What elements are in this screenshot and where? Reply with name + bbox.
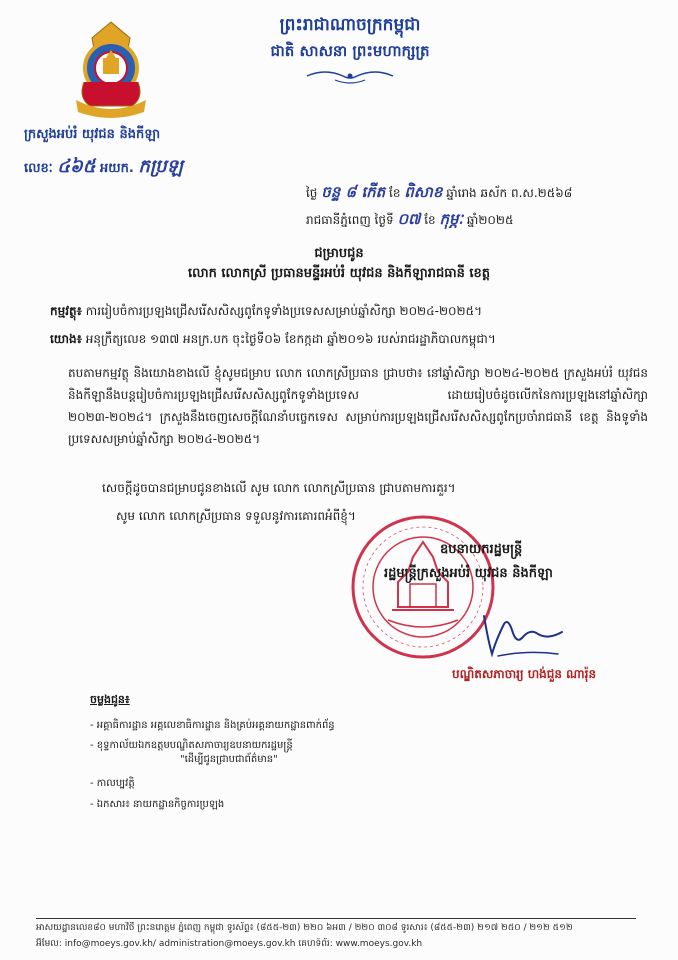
- kingdom-heading: ព្រះរាជាណាចក្រកម្ពុជា: [279, 15, 421, 35]
- lunar-year: ឆ្នាំរោង ឆស័ក ព.ស.២៥៦៨: [446, 186, 573, 200]
- reference-text: អនុក្រឹត្យលេខ ១៣៧ អនក្រ.បក ចុះថ្ងៃទី០៦ ខែកក្កដា ឆ្នាំ២០១៦ របស់រាជរដ្ឋាភិបាលកម្ពុជា។: [85, 332, 496, 346]
- date-place: រាជធានីភ្នំពេញ ថ្ងៃទី: [306, 213, 394, 227]
- ministry-name: ក្រសួងអប់រំ យុវជន និងកីឡា: [24, 127, 161, 142]
- date-month: កុម្ភៈ: [439, 210, 464, 228]
- header-ornament-icon: [305, 66, 395, 86]
- ref-label: លេខៈ: [24, 161, 53, 176]
- handwritten-signature: [478, 610, 568, 662]
- ref-code: កប្រឡ: [138, 156, 183, 177]
- ministry-emblem-logo: [70, 20, 152, 118]
- courtesy-closing: សូម លោក លោកស្រីប្រធាន ទទួលនូវការគោរពអំពីខ្ញុំ។: [116, 509, 356, 523]
- subject-text: ការរៀបចំការប្រឡងជ្រើសរើសសិស្សពូកែទូទាំងប្រទេសសម្រាប់ឆ្នាំសិក្សា ២០២៤-២០២៥។: [85, 304, 483, 318]
- cc-item: - ឯកសារ៖ នាយកដ្ឋានកិច្ចការប្រឡង: [90, 799, 225, 810]
- subject-line: [50, 303, 650, 321]
- body-paragraph: តបតាមកម្មវត្ថុ និងយោងខាងលើ ខ្ញុំសូមជម្រាប លោក លោកស្រីប្រធាន ជ្រាបថា៖ នៅឆ្នាំសិក្សា ២០២៤-២០២៥ ក្រសួងអប់រំ យុវជន និងកីឡានឹងបន្តរៀបចំការប្រឡងជ្រើសរើសសិស្សពូកែទូទាំងប្រទេស ដោយរៀបចំដូចលើកនៃការប្រឡងនៅឆ្នាំសិក្សា ២០២៣-២០២៤។ ក្រសួងនឹងចេញសេចក្តីណែនាំបច្ចេកទេស សម្រាប់ការប្រឡងជ្រើសរើសសិស្សពូកែប្រចាំរាជធានី ខេត្ត និងទូទាំងប្រទេសសម្រាប់ឆ្នាំសិក្សា ២០២៤-២០២៥។: [68, 366, 648, 446]
- date-year: ឆ្នាំ២០២៥: [466, 213, 514, 227]
- lunar-month-label: ខែ: [389, 186, 401, 200]
- reference-label: យោង៖: [50, 332, 82, 346]
- date-day: ០៧: [397, 210, 421, 228]
- lunar-date-handwritten: ចន្ទ ៨ កើត: [321, 183, 386, 201]
- recipient-name: លោក លោកស្រី ប្រធានមន្ទីរអប់រំ យុវជន និងកីឡារាជធានី ខេត្ត: [187, 266, 491, 281]
- closing-paragraph: សេចក្តីដូចបានជម្រាបជូនខាងលើ សូម លោក លោកស្រីប្រធាន ជ្រាបតាមការគួរ។: [102, 481, 456, 495]
- signatory-title-minister: រដ្ឋមន្ត្រីក្រសួងអប់រំ យុវជន និងកីឡា: [384, 566, 553, 581]
- date-month-label: ខែ: [424, 213, 436, 227]
- signatory-title-deputy-pm: ឧបនាយករដ្ឋមន្ត្រី: [440, 542, 523, 557]
- solar-date-line: [306, 210, 514, 232]
- reference-line: [50, 331, 650, 349]
- cc-item: - អគ្គាធិការដ្ឋាន អគ្គលេខាធិការដ្ឋាន និងគ្រប់អគ្គនាយកដ្ឋានពាក់ព័ន្ធ: [90, 720, 335, 731]
- lunar-date-line: [306, 183, 572, 205]
- footer-divider: [36, 918, 636, 919]
- cc-item-note: "ដើម្បីជូនជ្រាបជាព័ត៌មាន": [180, 754, 278, 765]
- cc-title: ចម្លងជូន៖: [90, 693, 130, 706]
- footer-address: អាសយដ្ឋានលេខ៨០ មហាវិថី ព្រះនរោត្តម ភ្នំពេញ កម្ពុជា ទូរស័ព្ទ៖ (៨៥៥-២៣) ២២០ ៦អ៣ / ២២០ ៣០៨ ទូរសារ៖ (៨៥៥-២៣) ២១៧ ២៥០ / ២១២ ៥១២: [36, 923, 573, 933]
- reference-number-line: [24, 154, 183, 181]
- recipient-label: ជម្រាបជូន: [314, 246, 364, 261]
- cc-item: - កាលប្បវត្តិ: [90, 778, 135, 789]
- lunar-date-prefix: ថ្ងៃ: [306, 186, 318, 200]
- signatory-name: បណ្ឌិតសភាចារ្យ ហង់ជួន ណារ៉ុន: [452, 667, 597, 681]
- cc-item: - ខុទ្ទកាល័យឯកឧត្តមបណ្ឌិតសភាចារ្យឧបនាយករដ្ឋមន្ត្រី: [90, 740, 293, 751]
- footer-contact: អ៊ីមែល: info@moeys.gov.kh/ administration@moeys.gov.kh គេហទំព័រ: www.moeys.gov.kh: [36, 939, 423, 949]
- official-stamp-seal: [348, 512, 498, 662]
- ref-suffix: អយក.: [100, 161, 134, 176]
- subject-label: កម្មវត្ថុ៖: [50, 304, 82, 318]
- lunar-month: ពិសាខ: [404, 183, 443, 201]
- ref-number: ៤៦៥: [57, 156, 96, 177]
- national-motto: ជាតិ សាសនា ព្រះមហាក្សត្រ: [270, 42, 430, 60]
